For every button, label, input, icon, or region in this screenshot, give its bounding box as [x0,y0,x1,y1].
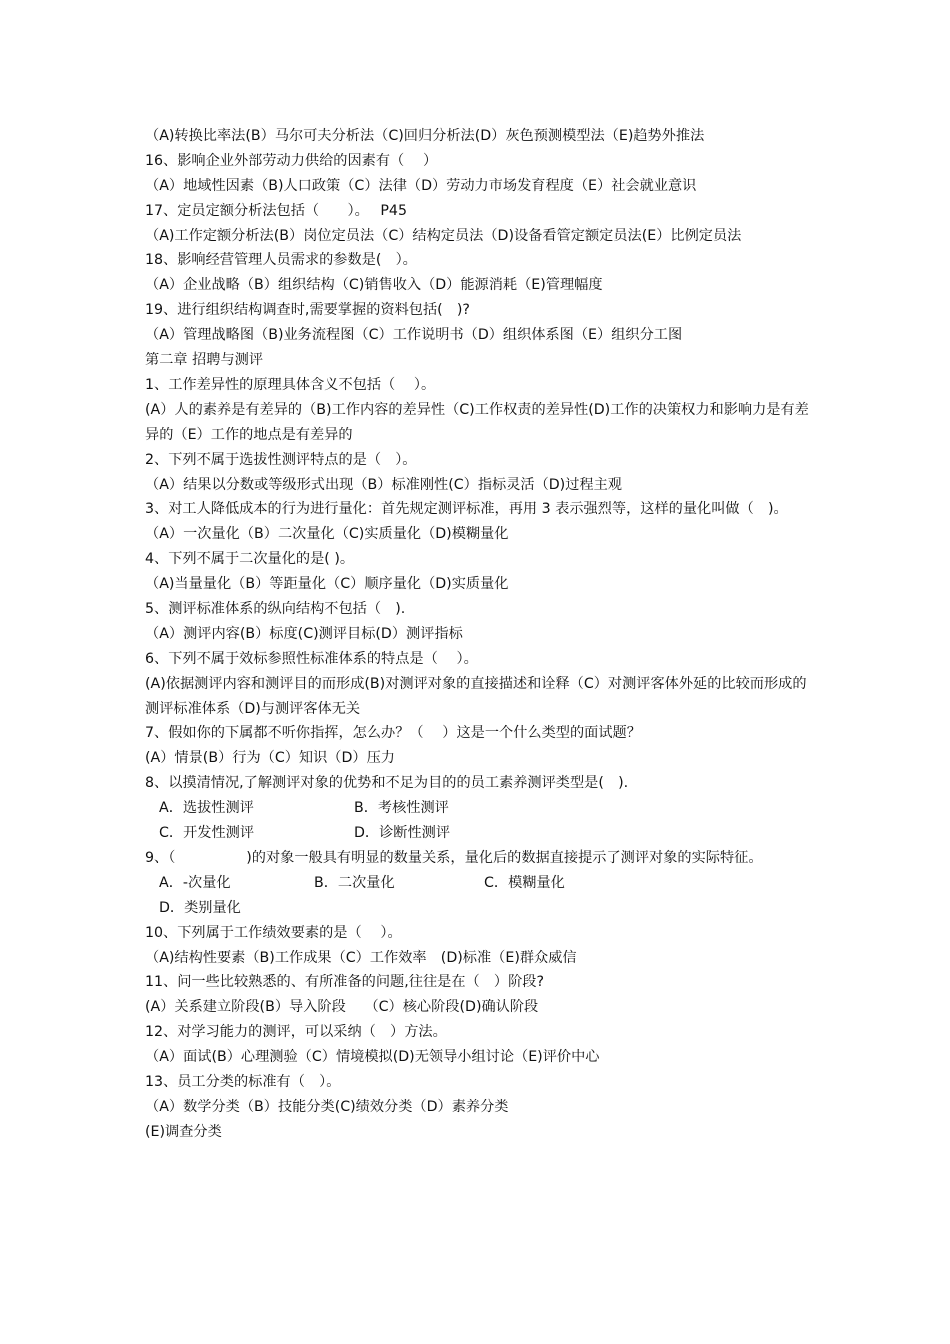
question-5: 5、测评标准体系的纵向结构不包括（ ). [145,600,406,617]
text-line: （A)转换比率法(B）马尔可夫分析法（C)回归分析法(D）灰色预测模型法（E)趋势外推法 [145,128,705,144]
option-d: D．诊断性测评 [354,825,451,842]
answer-options: （A）面试(B）心理测验（C）情境模拟(D)无领导小组讨论（E)评价中心 [145,1049,600,1066]
question-10: 10、下列属于工作绩效要素的是（ ）。 [145,924,402,941]
option-c: C．模糊量化 [484,874,565,891]
option-a: A．选拔性测评 [159,800,254,817]
answer-options: (E)调查分类 [145,1123,222,1140]
answer-options: （A）管理战略图（B)业务流程图（C）工作说明书（D）组织体系图（E）组织分工图 [145,327,683,344]
answer-options-row [145,821,810,846]
answer-options: （A）企业战略（B）组织结构（C)销售收入（D）能源消耗（E)管理幅度 [145,277,603,294]
document-page [145,124,810,1145]
answer-options: (A）人的素养是有差异的（B)工作内容的差异性（C)工作权责的差异性(D)工作的决策权力和影响力是有差异的（E）工作的地点是有差异的 [145,401,809,443]
question-17: 17、定员定额分析法包括（ ）。 P45 [145,202,407,219]
option-b: B．二次量化 [314,874,395,891]
answer-options: （A）测评内容(B）标度(C)测评目标(D）测评指标 [145,625,463,642]
answer-options: （A)当量量化（B）等距量化（C）顺序量化（D)实质量化 [145,576,509,593]
question-8: 8、以摸清情况,了解测评对象的优势和不足为目的的员工素养测评类型是( ). [145,775,629,792]
question-4: 4、下列不属于二次量化的是( )。 [145,551,355,568]
answer-options: (A）情景(B）行为（C）知识（D）压力 [145,750,395,767]
option-c: C．开发性测评 [159,825,255,842]
chapter-heading: 第二章 招聘与测评 [145,352,264,369]
question-11: 11、问一些比较熟悉的、有所准备的问题,往往是在（ ）阶段? [145,974,544,991]
answer-options: （A)工作定额分析法(B）岗位定员法（C）结构定员法（D)设备看管定额定员法(E）比例定员法 [145,227,742,244]
answer-options: (A）关系建立阶段(B）导入阶段 （C）核心阶段(D)确认阶段 [145,999,539,1016]
answer-options: （A)结构性要素（B)工作成果（C）工作效率 (D)标准（E)群众威信 [145,949,577,966]
answer-options: （A）地域性因素（B)人口政策（C）法律（D）劳动力市场发育程度（E）社会就业意识 [145,177,697,194]
question-3: 3、对工人降低成本的行为进行量化：首先规定测评标准，再用 3 表示强烈等，这样的量化叫做（ )。 [145,501,788,518]
question-12: 12、对学习能力的测评，可以采纳（ ）方法。 [145,1024,447,1041]
question-7: 7、假如你的下属都不听你指挥，怎么办？（ ）这是一个什么类型的面试题？ [145,725,641,742]
answer-options-row [145,871,810,896]
question-6: 6、下列不属于效标参照性标准体系的特点是（ ）。 [145,650,478,667]
answer-options: （A）数学分类（B）技能分类(C)绩效分类（D）素养分类 [145,1098,509,1115]
answer-options: （A）结果以分数或等级形式出现（B）标准刚性(C）指标灵活（D)过程主观 [145,476,622,493]
question-13: 13、员工分类的标准有（ ）。 [145,1073,341,1090]
answer-options: (A)依据测评内容和测评目的而形成(B)对测评对象的直接描述和诠释（C）对测评客体外延的比较而形成的测评标准体系（D)与测评客体无关 [145,675,807,717]
question-16: 16、影响企业外部劳动力供给的因素有（ ） [145,152,438,169]
question-18: 18、影响经营管理人员需求的参数是( ）。 [145,252,417,269]
answer-options: （A）一次量化（B）二次量化（C)实质量化（D)模糊量化 [145,526,509,543]
question-19: 19、进行组织结构调查时,需要掌握的资料包括( )? [145,302,470,319]
question-9: 9、（ )的对象一般具有明显的数量关系，量化后的数据直接提示了测评对象的实际特征。 [145,849,763,866]
question-2: 2、下列不属于选拔性测评特点的是（ ）。 [145,451,417,468]
answer-options-row [145,896,810,921]
option-d: D．类别量化 [159,899,241,916]
option-a: A．-次量化 [159,874,231,891]
option-b: B．考核性测评 [354,800,449,817]
question-1: 1、工作差异性的原理具体含义不包括（ ）。 [145,376,436,393]
answer-options-row [145,796,810,821]
